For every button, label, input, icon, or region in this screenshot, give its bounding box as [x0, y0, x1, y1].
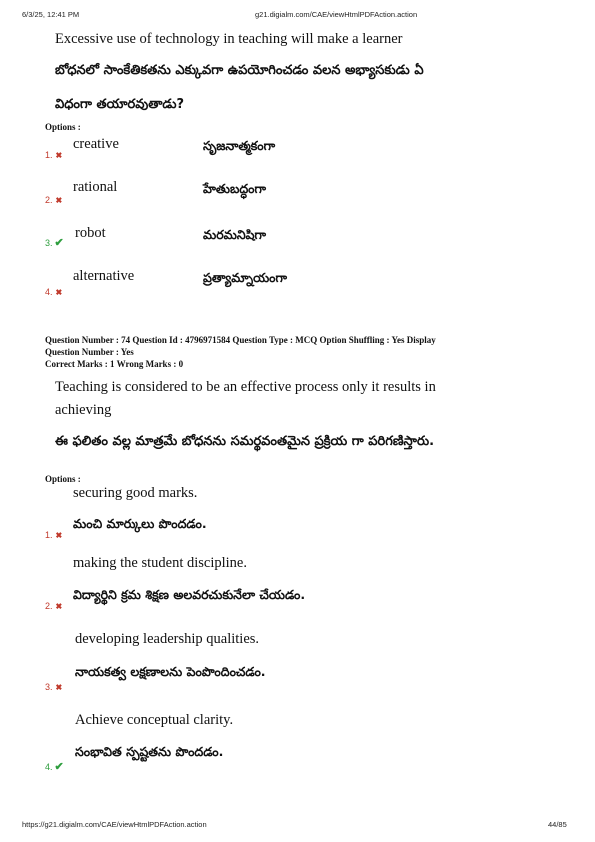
- print-url-header: g21.digialm.com/CAE/viewHtmlPDFAction.action: [255, 10, 418, 19]
- q1-option-3-en: robot: [75, 225, 106, 241]
- q1-text-en: Excessive use of technology in teaching will make a learner: [55, 31, 403, 47]
- q2-option-2-en: making the student discipline.: [73, 555, 247, 571]
- q1-option-2-te: హేతుబద్ధంగా: [203, 181, 267, 196]
- q2-meta-line1: Question Number : 74 Question Id : 4796971584 Question Type : MCQ Option Shuffling : Yes Display: [45, 335, 436, 345]
- wrong-mark-icon: ✖: [55, 683, 63, 692]
- wrong-mark-icon: ✖: [55, 151, 63, 160]
- q2-option-1-en: securing good marks.: [73, 485, 198, 501]
- q1-options-label: Options :: [45, 122, 81, 132]
- q1-option-1-en: creative: [73, 136, 119, 152]
- q1-option-2-number: 2. ✖: [45, 195, 63, 205]
- q2-option-4-en: Achieve conceptual clarity.: [75, 712, 234, 728]
- print-url-footer: https://g21.digialm.com/CAE/viewHtmlPDFAction.action: [22, 820, 207, 829]
- q2-options-label: Options :: [45, 474, 81, 484]
- q1-option-4-number: 4. ✖: [45, 287, 63, 297]
- q1-option-3-te: మరమనిషిగా: [203, 227, 267, 242]
- q2-option-1-number: 1. ✖: [45, 530, 63, 540]
- wrong-mark-icon: ✖: [55, 602, 63, 611]
- wrong-mark-icon: ✖: [55, 288, 63, 297]
- page-number: 44/85: [548, 820, 567, 829]
- q2-text-te: ఈ ఫలితం వల్ల మాత్రమే బోధనను సమర్థవంతమైన ప్రక్రియ గా పరిగణిస్తారు.: [55, 434, 435, 449]
- q1-option-3-number: 3. ✔: [45, 237, 64, 249]
- q2-option-3-number: 3. ✖: [45, 682, 63, 692]
- q2-meta: [45, 334, 545, 370]
- q2-text-en-line2: achieving: [55, 402, 112, 418]
- q2-text-en-line1: Teaching is considered to be an effective process only it results in: [55, 379, 436, 395]
- q2-option-2-number: 2. ✖: [45, 601, 63, 611]
- q1-option-1-te: సృజనాత్మకంగా: [203, 138, 276, 153]
- q2-option-1-te: మంచి మార్కులు పొందడం.: [73, 516, 207, 531]
- correct-check-icon: ✔: [54, 761, 64, 773]
- q2-option-3-te: నాయకత్వ లక్షణాలను పెంపొందించడం.: [75, 664, 266, 679]
- wrong-mark-icon: ✖: [55, 196, 63, 205]
- q2-meta-line2: Question Number : Yes: [45, 347, 134, 357]
- q2-option-4-number: 4. ✔: [45, 761, 64, 773]
- q1-option-4-en: alternative: [73, 268, 135, 284]
- q1-option-1-number: 1. ✖: [45, 150, 63, 160]
- wrong-mark-icon: ✖: [55, 531, 63, 540]
- correct-check-icon: ✔: [54, 237, 64, 249]
- q2-option-3-en: developing leadership qualities.: [75, 631, 260, 647]
- q1-option-4-te: ప్రత్యామ్నాయంగా: [203, 270, 288, 285]
- q1-text-te-line2: విధంగా తయారవుతాడు?: [55, 97, 185, 112]
- q2-option-4-te: సంభావిత స్పష్టతను పొందడం.: [75, 744, 224, 759]
- q1-text-te-line1: బోధనలో సాంకేతికతను ఎక్కువగా ఉపయోగించడం వలన అభ్యాసకుడు ఏ: [55, 63, 424, 78]
- q2-meta-line3: Correct Marks : 1 Wrong Marks : 0: [45, 359, 184, 369]
- q1-option-2-en: rational: [73, 179, 118, 195]
- print-timestamp: 6/3/25, 12:41 PM: [22, 10, 80, 19]
- q2-option-2-te: విద్యార్థిని క్రమ శిక్షణ అలవరచుకునేలా చేయడం.: [73, 587, 306, 602]
